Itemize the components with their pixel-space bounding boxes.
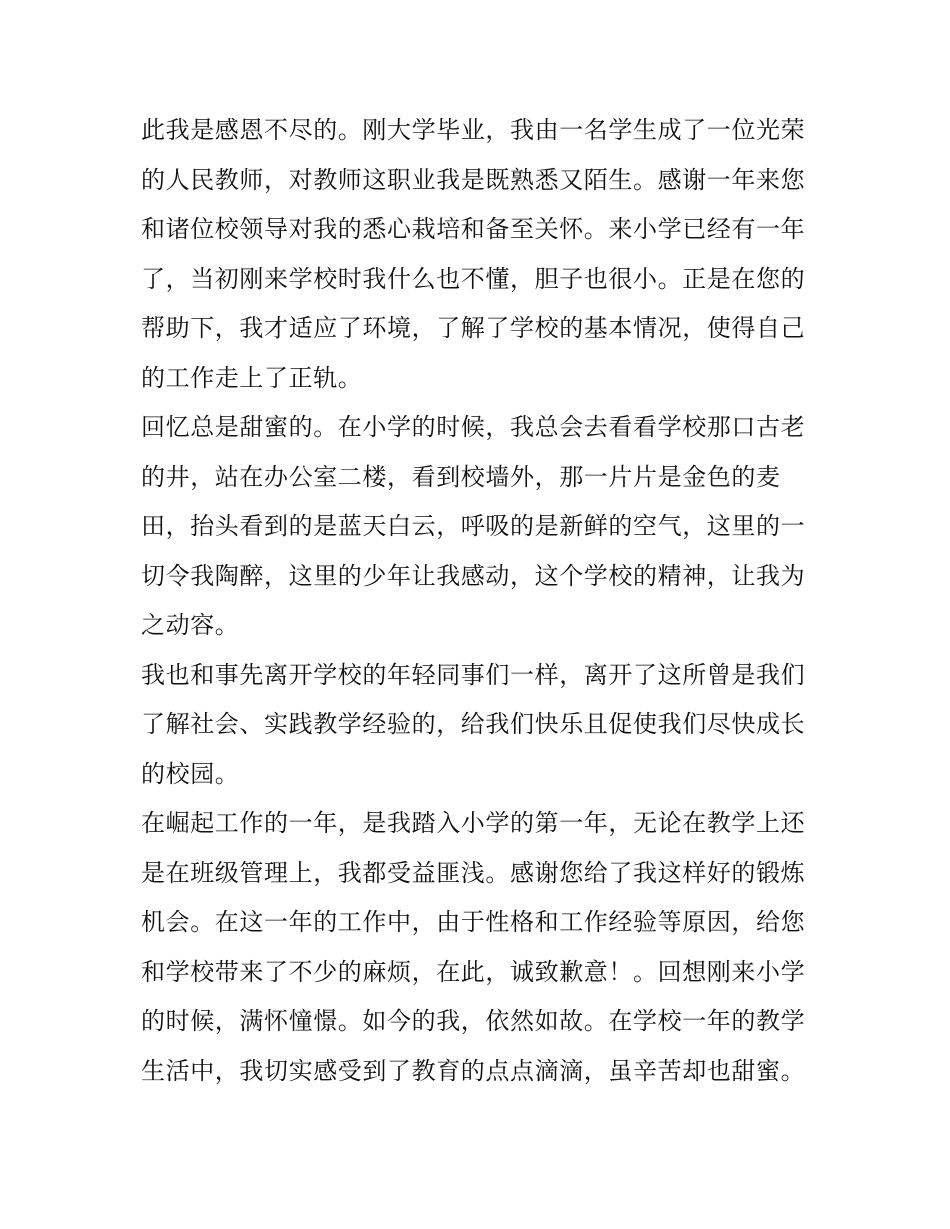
text-line: 和诸位校领导对我的悉心栽培和备至关怀。来小学已经有一年 bbox=[141, 215, 806, 243]
text-line: 之动容。 bbox=[141, 611, 240, 639]
text-line: 机会。在这一年的工作中，由于性格和工作经验等原因，给您 bbox=[141, 908, 806, 936]
document-body bbox=[141, 106, 821, 1096]
text-line: 帮助下，我才适应了环境，了解了学校的基本情况，使得自己 bbox=[141, 314, 806, 342]
text-line: 在崛起工作的一年，是我踏入小学的第一年，无论在教学上还 bbox=[141, 809, 806, 837]
text-line: 的人民教师，对教师这职业我是既熟悉又陌生。感谢一年来您 bbox=[141, 165, 806, 194]
text-line: 回忆总是甜蜜的。在小学的时候，我总会去看看学校那口古老 bbox=[141, 413, 806, 441]
text-line: 和学校带来了不少的麻烦，在此，诚致歉意！。回想刚来小学 bbox=[141, 957, 806, 986]
paragraph-2 bbox=[141, 403, 821, 651]
text-line: 的工作走上了正轨。 bbox=[141, 363, 363, 392]
text-line: 了，当初刚来学校时我什么也不懂，胆子也很小。正是在您的 bbox=[141, 264, 806, 293]
text-line: 的井，站在办公室二楼，看到校墙外，那一片片是金色的麦 bbox=[141, 462, 781, 491]
paragraph-1 bbox=[141, 106, 821, 403]
text-line: 的校园。 bbox=[141, 759, 240, 788]
text-line: 此我是感恩不尽的。刚大学毕业，我由一名学生成了一位光荣 bbox=[141, 116, 806, 144]
text-line: 切令我陶醉，这里的少年让我感动，这个学校的精神，让我为 bbox=[141, 561, 806, 590]
text-line: 是在班级管理上，我都受益匪浅。感谢您给了我这样好的锻炼 bbox=[141, 858, 806, 887]
paragraph-3 bbox=[141, 651, 821, 800]
paragraph-4 bbox=[141, 799, 821, 1096]
text-line: 生活中，我切实感受到了教育的点点滴滴，虽辛苦却也甜蜜。 bbox=[141, 1056, 806, 1085]
text-line: 田，抬头看到的是蓝天白云，呼吸的是新鲜的空气，这里的一 bbox=[141, 512, 806, 540]
text-line: 我也和事先离开学校的年轻同事们一样，离开了这所曾是我们 bbox=[141, 660, 806, 689]
text-line: 了解社会、实践教学经验的，给我们快乐且促使我们尽快成长 bbox=[141, 710, 806, 738]
text-line: 的时候，满怀憧憬。如今的我，依然如故。在学校一年的教学 bbox=[141, 1007, 806, 1035]
